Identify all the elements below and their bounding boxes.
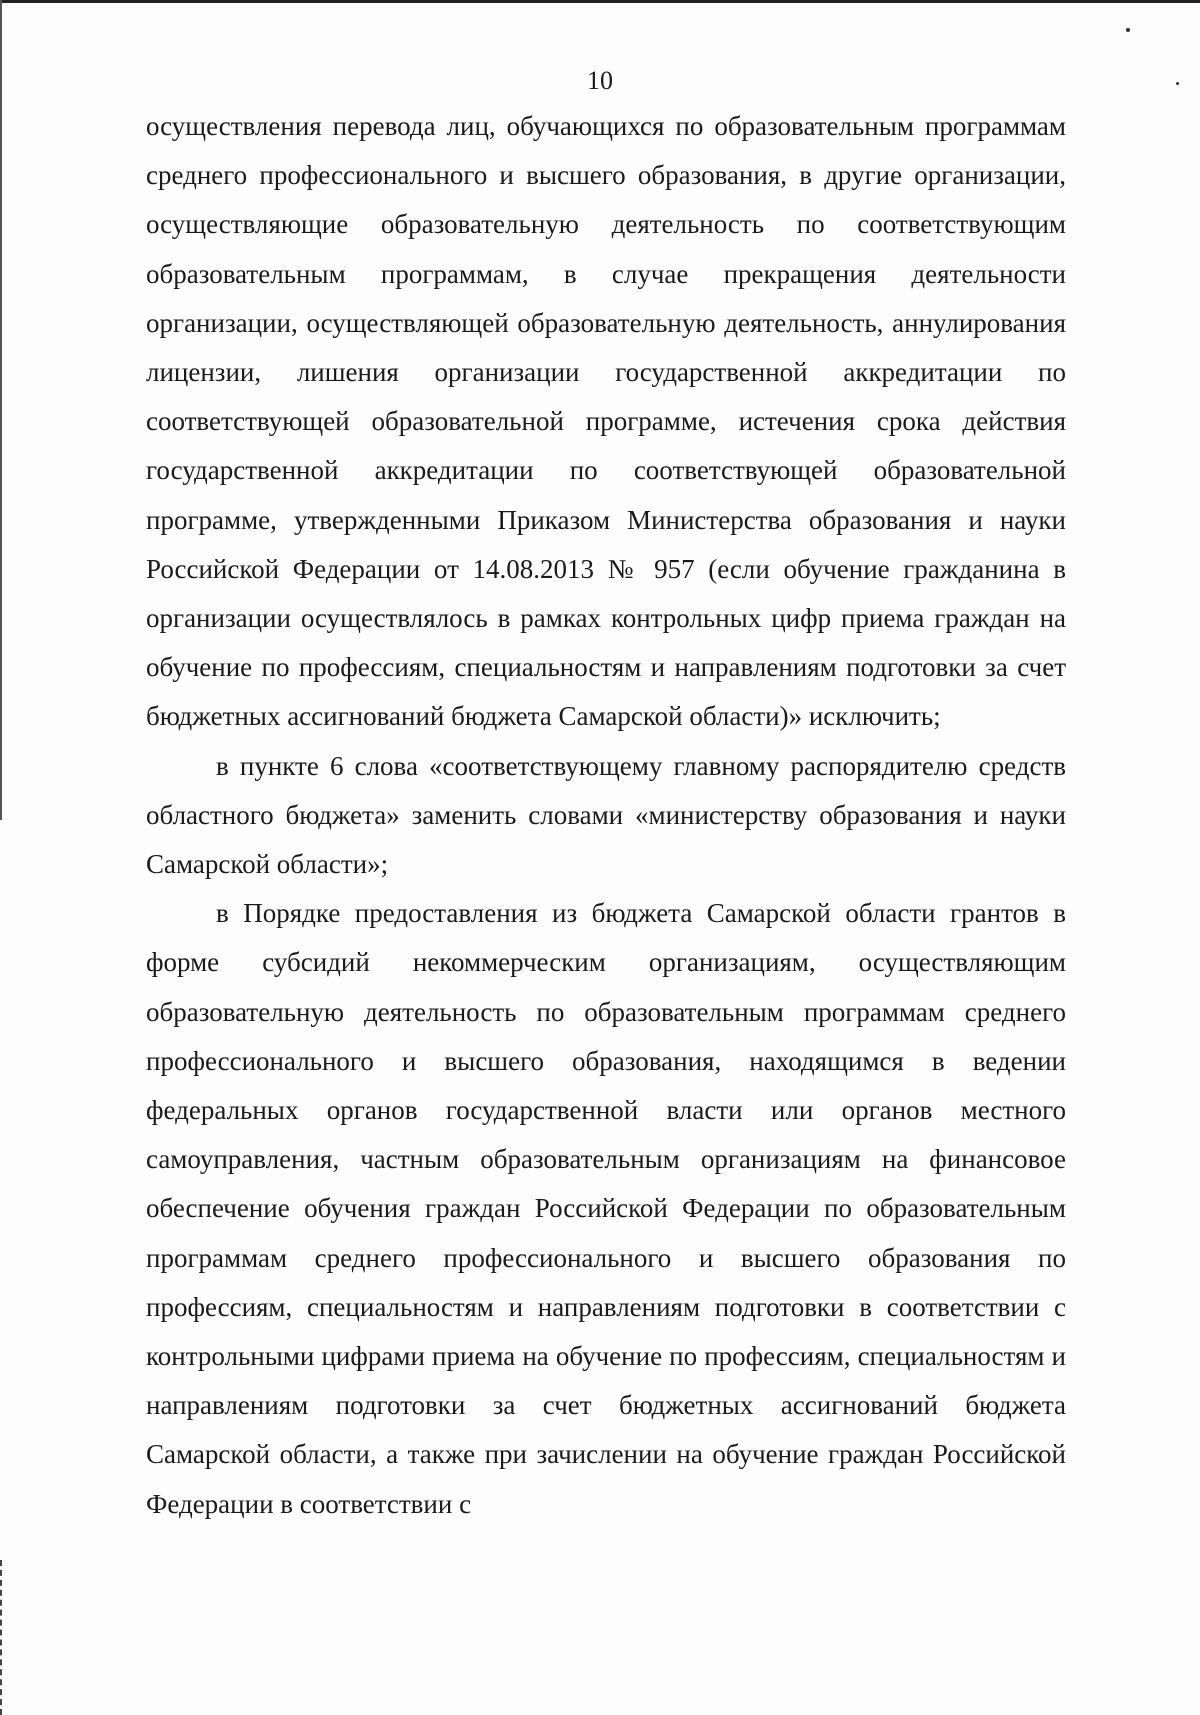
paragraph-item-6: в пункте 6 слова «соответствующему главному распорядителю средств областного бюджета» заменить словами «министерству образования и науки Самарской области»; xyxy=(146,750,1066,880)
document-body xyxy=(146,102,1066,1529)
scan-left-border xyxy=(0,0,2,820)
scan-speck xyxy=(1176,82,1179,85)
paragraph-continuation: осуществления перевода лиц, обучающихся по образовательным программам среднего профессионального и высшего образования, в другие организации, осуществляющие образовательную деятельность по соответствующим образовательным программам, в случае прекращения деятельности организации, осуществляющей образовательную деятельность, аннулирования лицензии, лишения организации государственной аккредитации по соответствующей образовательной программе, истечения срока действия государственной аккредитации по соответствующей образовательной программе, утвержденными Приказом Министерства образования и науки Российской Федерации от 14.08.2013 № 957 (если обучение гражданина в организации осуществлялось в рамках контрольных цифр приема граждан на обучение по профессиям, специальностям и направлениям подготовки за счет бюджетных ассигнований бюджета Самарской области)» исключить; xyxy=(146,111,1066,732)
page-number: 10 xyxy=(587,66,613,95)
scan-top-border xyxy=(0,0,1200,3)
scan-speck xyxy=(1126,28,1130,32)
paragraph-grants-procedure: в Порядке предоставления из бюджета Самарской области грантов в форме субсидий некоммерческим организациям, осуществляющим образовательную деятельность по образовательным программам среднего профессионального и высшего образования, находящимся в ведении федеральных органов государственной власти или органов местного самоуправления, частным образовательным организациям на финансовое обеспечение обучения граждан Российской Федерации по образовательным программам среднего профессионального и высшего образования по профессиям, специальностям и направлениям подготовки в соответствии с контрольными цифрами приема на обучение по профессиям, специальностям и направлениям подготовки за счет бюджетных ассигнований бюджета Самарской области, а также при зачислении на обучение граждан Российской Федерации в соответствии с xyxy=(146,898,1066,1519)
scan-left-border-dashed xyxy=(0,1560,4,1715)
